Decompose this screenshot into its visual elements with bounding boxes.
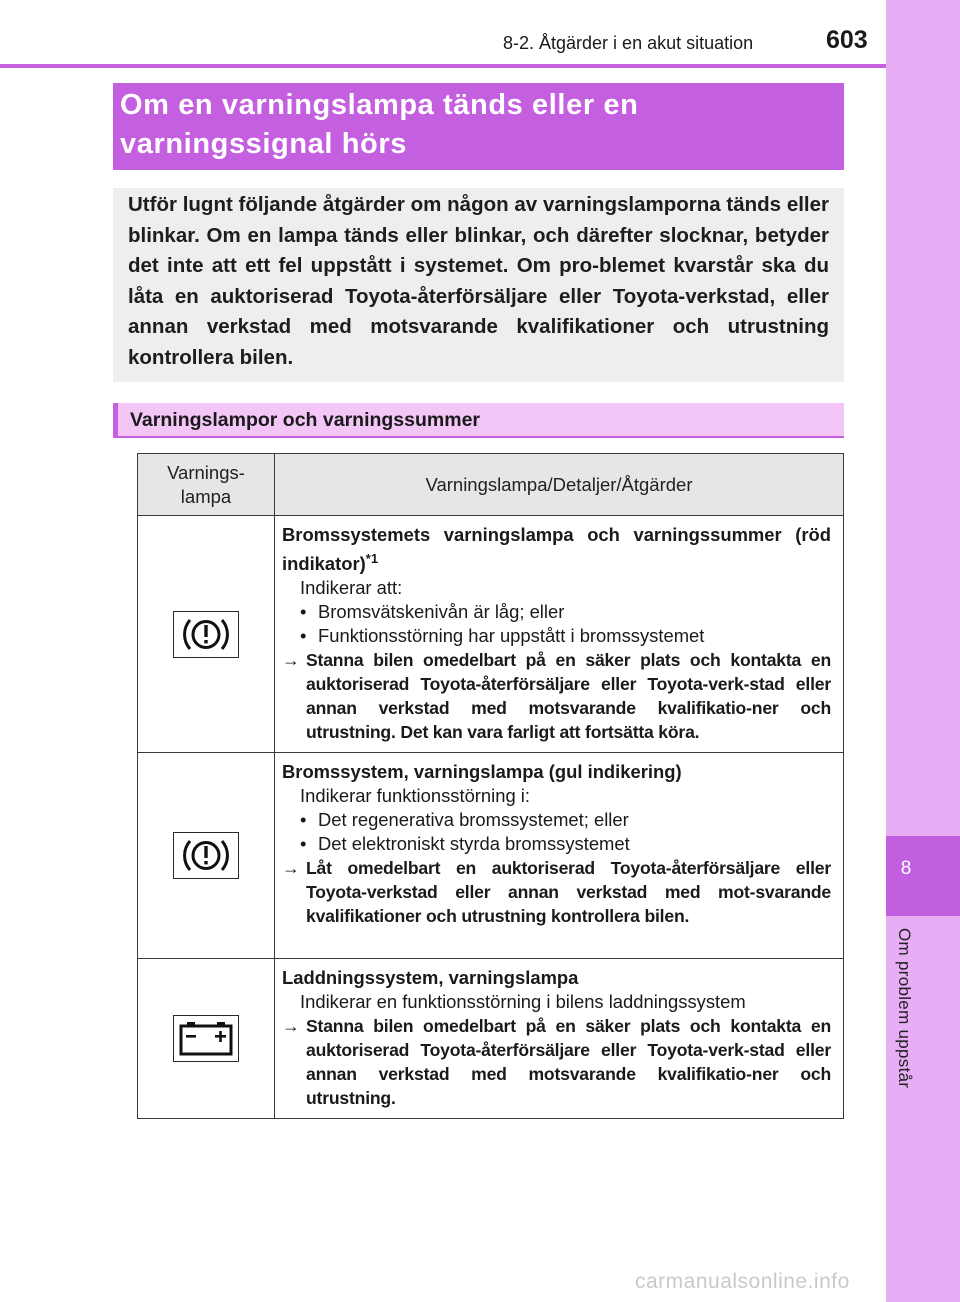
action-text-content: Låt omedelbart en auktoriserad Toyota-återförsäljare eller Toyota-verkstad eller annan verkstad med mot-svarande kvalifikationer och utrustning kontrollera bilen.	[306, 858, 831, 927]
action-text	[282, 648, 831, 744]
bullet-glyph: •	[300, 833, 307, 855]
header-lamp	[138, 454, 275, 516]
arrow-icon: →	[282, 1016, 300, 1037]
side-tab-strip	[886, 0, 960, 1302]
details-cell	[275, 516, 844, 753]
intro-text: Utför lugnt följande åtgärder om någon av varningslamporna tänds eller blinkar. Om en lampa tänds eller blinkar, och därefter slocknar, betyder det inte att ett fel uppstått i systemet. Om pro-blemet kvarstår ska du låta en auktoriserad Toyota-återförsäljare eller Toyota-verkstad, eller annan verkstad med motsvarande kvalifikationer och utrustning kontrollera bilen.	[128, 193, 829, 369]
list-item	[282, 600, 831, 624]
row-title: Bromssystem, varningslampa (gul indikering)	[282, 761, 682, 783]
list-item	[282, 624, 831, 648]
lamp-cell	[138, 753, 275, 959]
page-title-line-2: varningssignal hörs	[120, 128, 407, 160]
indicates-text: Indikerar funktionsstörning i:	[300, 785, 530, 807]
lamp-cell	[138, 516, 275, 753]
page-title	[120, 86, 820, 164]
indicates-text: Indikerar en funktionsstörning i bilens laddningssystem	[300, 991, 746, 1013]
action-text-content: Stanna bilen omedelbart på en säker plats och kontakta en auktoriserad Toyota-återförsäljare eller Toyota-verk-stad eller annan verkstad med motsvarande kvalifikatio-ner och utrustning.	[306, 1016, 831, 1109]
table-row	[138, 753, 844, 959]
bullet-glyph: •	[300, 601, 307, 623]
table-header-row	[138, 454, 844, 516]
battery-icon	[173, 1015, 239, 1062]
header-lamp-line-1: Varnings-	[167, 461, 245, 483]
bullet-glyph: •	[300, 809, 307, 831]
footnote-marker: *1	[365, 551, 379, 566]
list-item-text: Funktionsstörning har uppstått i bromssystemet	[318, 625, 705, 647]
header-rule	[0, 64, 886, 68]
page-title-line-1: Om en varningslampa tänds eller en	[120, 89, 639, 121]
table-row	[138, 959, 844, 1119]
arrow-icon: →	[282, 858, 300, 879]
table-row	[138, 516, 844, 753]
watermark: carmanualsonline.info	[635, 1270, 850, 1293]
side-tab-label: Om problem uppstår	[895, 928, 914, 1089]
lamp-cell	[138, 959, 275, 1119]
details-cell	[275, 959, 844, 1119]
row-title-text: Bromssystemets varningslampa och varningssummer (röd indikator)	[282, 524, 831, 575]
list-item	[282, 808, 831, 832]
brake-warning-icon	[173, 832, 239, 879]
side-tab-chapter-number: 8	[900, 858, 912, 879]
list-item-text: Bromsvätskenivån är låg; eller	[318, 601, 565, 623]
action-text-content: Stanna bilen omedelbart på en säker plats och kontakta en auktoriserad Toyota-återförsäljare eller Toyota-verk-stad eller annan verkstad med motsvarande kvalifikatio-ner och utrustning. Det kan vara farligt att fortsätta köra.	[306, 650, 831, 743]
arrow-icon: →	[282, 650, 300, 671]
header-details: Varningslampa/Detaljer/Åtgärder	[275, 454, 844, 516]
indicates-text: Indikerar att:	[300, 577, 403, 599]
brake-warning-icon	[173, 611, 239, 658]
list-item-text: Det regenerativa bromssystemet; eller	[318, 809, 629, 831]
subheading-rule	[113, 436, 844, 438]
bullet-glyph: •	[300, 625, 307, 647]
subheading-bar	[113, 403, 118, 437]
details-cell	[275, 753, 844, 959]
list-item-text: Det elektroniskt styrda bromssystemet	[318, 833, 630, 855]
action-text	[282, 856, 831, 928]
page-number: 603	[826, 26, 868, 54]
subheading: Varningslampor och varningssummer	[130, 409, 481, 431]
row-title: Laddningssystem, varningslampa	[282, 967, 579, 989]
header-lamp-line-2: lampa	[180, 485, 232, 507]
row-title	[282, 523, 831, 576]
action-text	[282, 1014, 831, 1110]
header-section-title: 8-2. Åtgärder i en akut situation	[503, 33, 754, 53]
list-item	[282, 832, 831, 856]
warning-lamps-table	[137, 453, 844, 1119]
